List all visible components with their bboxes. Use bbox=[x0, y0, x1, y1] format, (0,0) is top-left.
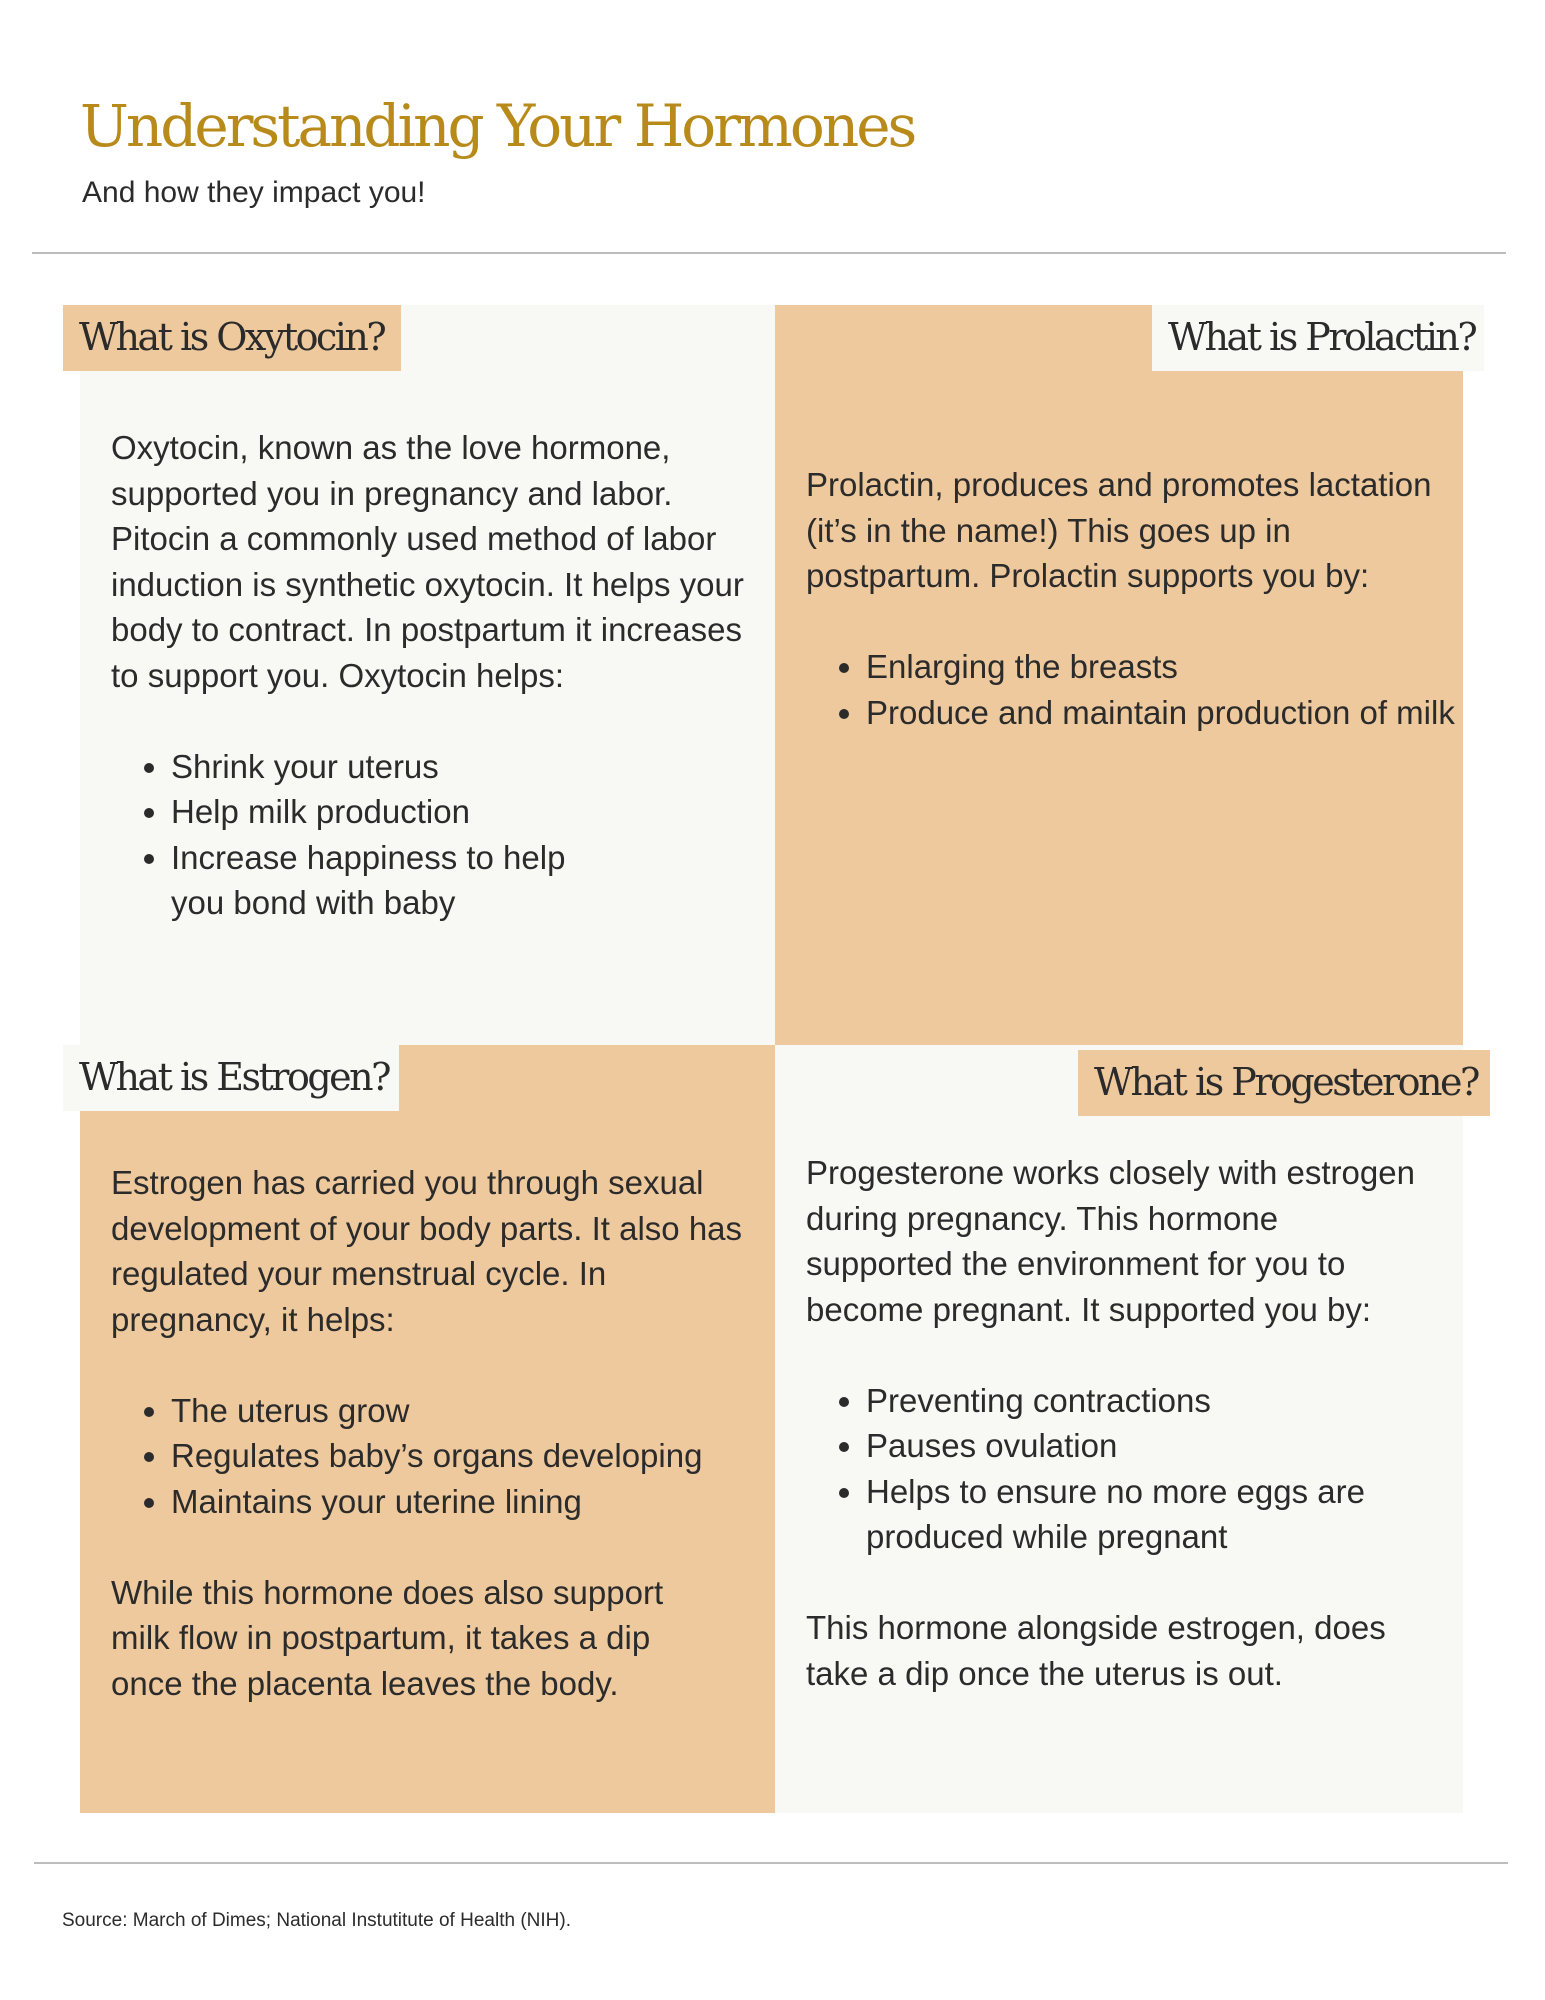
estrogen-intro: Estrogen has carried you through sexual development of your body parts. It also has regulated your menstrual cycle. In pregnancy, it helps: bbox=[111, 1164, 743, 1338]
prolactin-bullet-list bbox=[806, 644, 1456, 735]
oxytocin-intro: Oxytocin, known as the love hormone, supported you in pregnancy and labor. Pitocin a commonly used method of labor induction is synthetic oxytocin. It helps your body to contract. In postpartum it increases to support you. Oxytocin helps: bbox=[111, 429, 744, 694]
progesterone-intro: Progesterone works closely with estrogen during pregnancy. This hormone supported the environment for you to become pregnant. It supported you by: bbox=[806, 1154, 1415, 1328]
list-item: • Helps to ensure no more eggs are produced while pregnant bbox=[866, 1469, 1456, 1560]
prolactin-body bbox=[806, 462, 1456, 735]
oxytocin-body bbox=[111, 425, 771, 926]
top-divider bbox=[32, 252, 1506, 254]
progesterone-heading: What is Progesterone? bbox=[1078, 1050, 1490, 1116]
source-citation: Source: March of Dimes; National Instutitute of Health (NIH). bbox=[62, 1910, 571, 1931]
bottom-divider bbox=[34, 1862, 1508, 1864]
list-item: • Shrink your uterus bbox=[171, 744, 771, 790]
oxytocin-heading: What is Oxytocin? bbox=[63, 305, 401, 371]
list-item: • Preventing contractions bbox=[866, 1378, 1456, 1424]
list-item: • Help milk production bbox=[171, 789, 771, 835]
list-item: • Produce and maintain production of milk bbox=[866, 690, 1456, 736]
estrogen-outro: While this hormone does also support milk flow in postpartum, it takes a dip once the placenta leaves the body. bbox=[111, 1573, 664, 1702]
estrogen-heading: What is Estrogen? bbox=[63, 1045, 399, 1111]
prolactin-intro: Prolactin, produces and promotes lactation (it’s in the name!) This goes up in postpartum. Prolactin supports you by: bbox=[806, 466, 1432, 594]
prolactin-heading: What is Prolactin? bbox=[1152, 305, 1484, 371]
estrogen-body bbox=[111, 1160, 761, 1706]
list-item: • Increase happiness to help you bond with baby bbox=[171, 835, 591, 926]
page-title: Understanding Your Hormones bbox=[80, 92, 915, 160]
list-item: • Maintains your uterine lining bbox=[171, 1479, 761, 1525]
page-subtitle: And how they impact you! bbox=[82, 176, 426, 209]
progesterone-body bbox=[806, 1150, 1456, 1696]
list-item: • Regulates baby’s organs developing bbox=[171, 1433, 761, 1479]
progesterone-outro: This hormone alongside estrogen, does take a dip once the uterus is out. bbox=[806, 1609, 1386, 1692]
list-item: • Pauses ovulation bbox=[866, 1423, 1456, 1469]
progesterone-bullet-list bbox=[806, 1378, 1456, 1560]
oxytocin-bullet-list bbox=[111, 744, 771, 926]
list-item: • Enlarging the breasts bbox=[866, 644, 1456, 690]
list-item: • The uterus grow bbox=[171, 1388, 761, 1434]
estrogen-bullet-list bbox=[111, 1388, 761, 1525]
